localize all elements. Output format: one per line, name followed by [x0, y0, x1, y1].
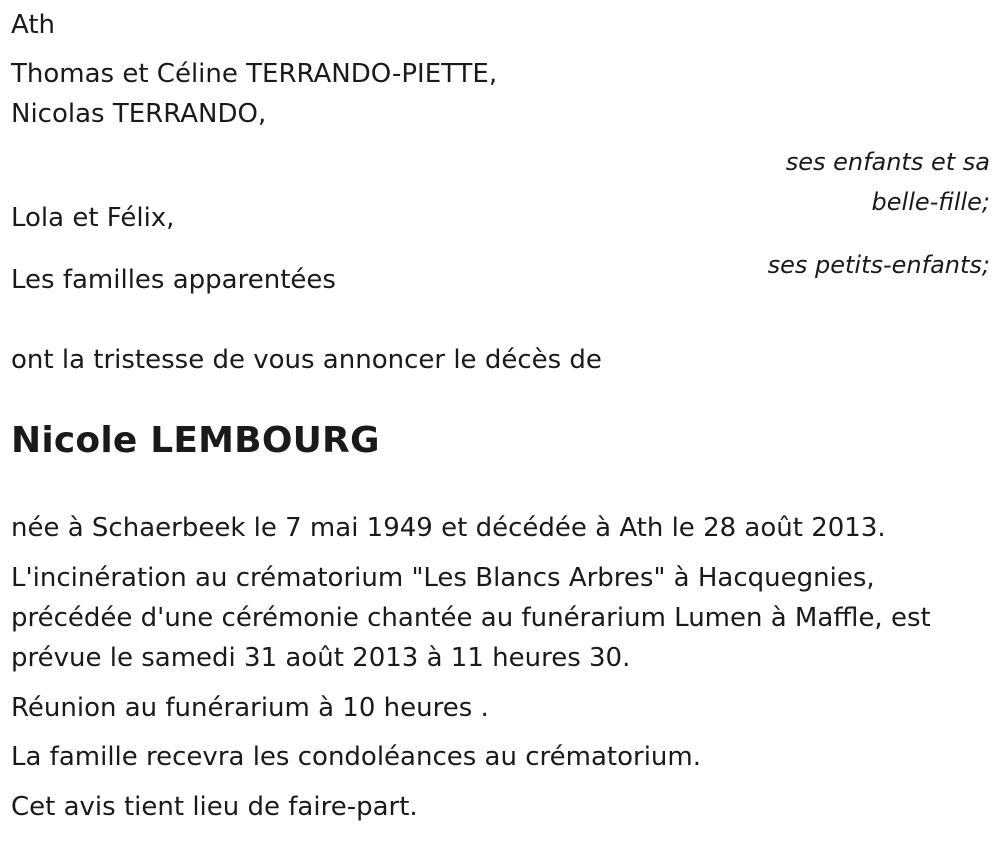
grandchildren-names: Lola et Félix,	[11, 203, 175, 233]
announcement-text: ont la tristesse de vous annoncer le décès de	[11, 345, 602, 375]
relatives-line: Les familles apparentées	[11, 265, 336, 295]
children-role-line2: belle-fille;	[871, 188, 990, 216]
children-names-line1: Thomas et Céline TERRANDO-PIETTE,	[11, 59, 498, 89]
ceremony-line3: prévue le samedi 31 août 2013 à 11 heures 30.	[11, 643, 631, 673]
ceremony-line2: précédée d'une cérémonie chantée au funérarium Lumen à Maffle, est	[11, 603, 931, 633]
place-name: Ath	[11, 10, 56, 40]
condolences-text: La famille recevra les condoléances au crématorium.	[11, 742, 701, 772]
ceremony-line1: L'incinération au crématorium "Les Blancs Arbres" à Hacquegnies,	[11, 563, 875, 593]
grandchildren-role: ses petits-enfants;	[767, 251, 990, 279]
notice-text: Cet avis tient lieu de faire-part.	[11, 792, 418, 822]
birth-death-text: née à Schaerbeek le 7 mai 1949 et décédée à Ath le 28 août 2013.	[11, 513, 886, 543]
children-names-line2: Nicolas TERRANDO,	[11, 99, 267, 129]
meeting-text: Réunion au funérarium à 10 heures .	[11, 693, 489, 723]
deceased-name: Nicole LEMBOURG	[11, 420, 380, 461]
children-role-line1: ses enfants et sa	[785, 148, 990, 176]
